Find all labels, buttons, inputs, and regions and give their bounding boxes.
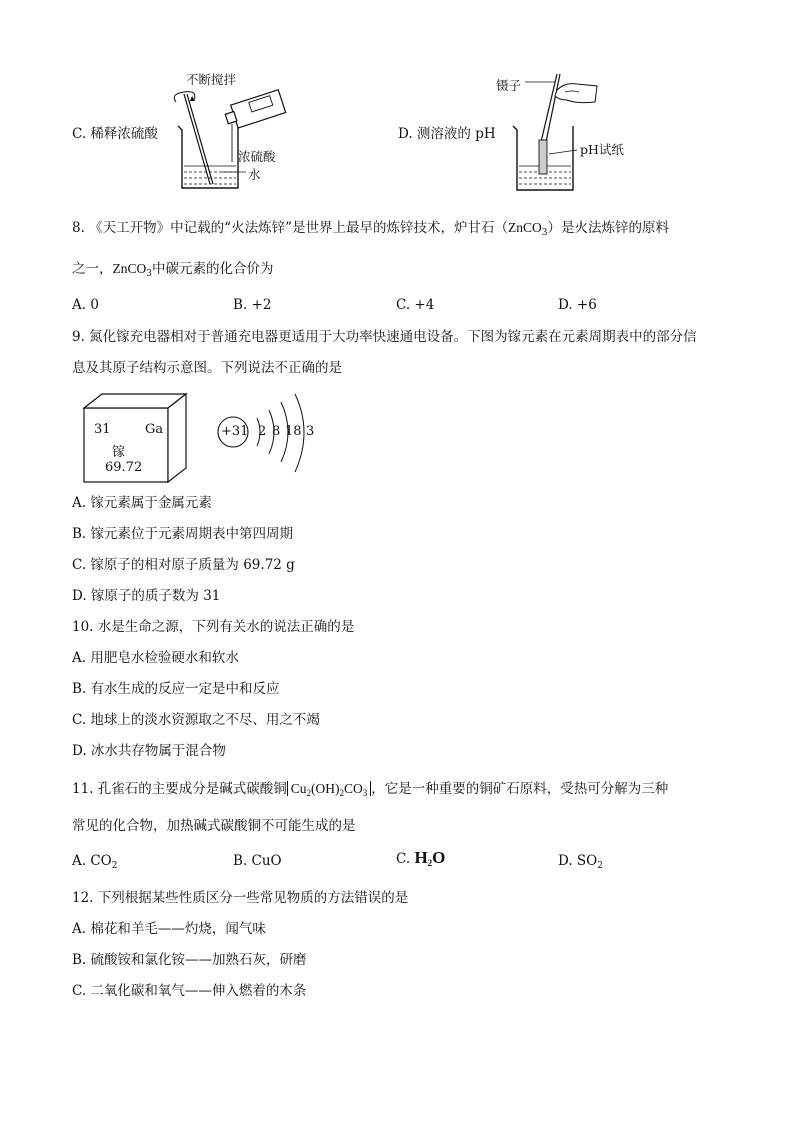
- q11-option-d[interactable]: D. $SO_2$: [558, 853, 603, 871]
- q12-option-a[interactable]: A. 棉花和羊毛——灼烧，闻气味: [72, 921, 266, 937]
- atom-nucleus: +31: [221, 424, 249, 439]
- dilute-acid-diagram: [160, 72, 290, 192]
- q8-option-c[interactable]: C. +4: [396, 297, 435, 313]
- element-mass: 69.72: [105, 460, 143, 475]
- ph-paper-label: pH试纸: [580, 142, 624, 157]
- element-number: 31: [94, 422, 111, 437]
- option-c-figure-label: C. 稀释浓硫酸: [72, 126, 158, 142]
- q11-stem-line2: 常见的化合物，加热碱式碳酸铜不可能生成的是: [72, 818, 356, 834]
- q10-option-d[interactable]: D. 冰水共存物属于混合物: [72, 743, 226, 759]
- option-d-figure-label: D. 测溶液的 pH: [398, 126, 496, 142]
- atom-shell-1: 2: [258, 424, 267, 439]
- q9-option-a[interactable]: A. 镓元素属于金属元素: [72, 495, 212, 511]
- q9-option-b[interactable]: B. 镓元素位于元素周期表中第四周期: [72, 526, 294, 542]
- q11-stem-line1: 11. 孔雀石的主要成分是碱式碳酸铜 $Cu_2(OH)_2CO_3$ ，它是一种重要的铜矿石原料，受热可分解为三种: [72, 781, 669, 798]
- q8-stem-line2: 之一，ZnCO$_3$中碳元素的化合价为: [72, 261, 274, 279]
- q11-option-a[interactable]: A. $CO_2$: [72, 853, 118, 871]
- acid-label: 浓硫酸: [238, 149, 276, 164]
- atom-shell-3: 18: [285, 424, 302, 439]
- q10-option-a[interactable]: A. 用肥皂水检验硬水和软水: [72, 650, 239, 666]
- q12-option-c[interactable]: C. 二氧化碳和氧气——伸入燃着的木条: [72, 983, 307, 999]
- q8-option-a[interactable]: A. 0: [72, 297, 99, 313]
- q8-stem-line1: 8. 《天工开物》中记载的“火法炼锌”是世界上最早的炼锌技术，炉甘石（ZnCO$_3$）是火法炼锌的原料: [72, 220, 669, 238]
- atom-shell-2: 8: [272, 424, 281, 439]
- q8-option-b[interactable]: B. +2: [233, 297, 272, 313]
- q9-stem-line1: 9. 氮化镓充电器相对于普通充电器更适用于大功率快速通电设备。下图为镓元素在元素周期表中的部分信: [72, 329, 697, 345]
- q11-option-b[interactable]: B. CuO: [233, 853, 282, 869]
- malachite-formula: $Cu_2(OH)_2CO_3$: [287, 781, 372, 796]
- q10-option-c[interactable]: C. 地球上的淡水资源取之不尽、用之不竭: [72, 712, 320, 728]
- atom-shell-4: 3: [306, 424, 315, 439]
- q8-option-d[interactable]: D. +6: [558, 297, 597, 313]
- q9-option-d[interactable]: D. 镓原子的质子数为 31: [72, 588, 221, 604]
- q12-stem: 12. 下列根据某些性质区分一些常见物质的方法错误的是: [72, 890, 409, 906]
- q10-stem: 10. 水是生命之源，下列有关水的说法正确的是: [72, 619, 355, 635]
- q11-option-c[interactable]: C. $H_2O$: [396, 848, 446, 868]
- stir-label: 不断搅拌: [186, 72, 237, 87]
- element-symbol: Ga: [145, 422, 164, 437]
- q12-option-b[interactable]: B. 硫酸铵和氯化铵——加熟石灰，研磨: [72, 952, 307, 968]
- water-label: 水: [248, 167, 261, 182]
- element-name: 镓: [112, 445, 126, 460]
- q9-option-c[interactable]: C. 镓原子的相对原子质量为 69.72 g: [72, 557, 295, 573]
- q10-option-b[interactable]: B. 有水生成的反应一定是中和反应: [72, 681, 280, 697]
- tweezers-label: 镊子: [496, 78, 522, 93]
- q9-stem-line2: 息及其原子结构示意图。下列说法不正确的是: [72, 360, 342, 376]
